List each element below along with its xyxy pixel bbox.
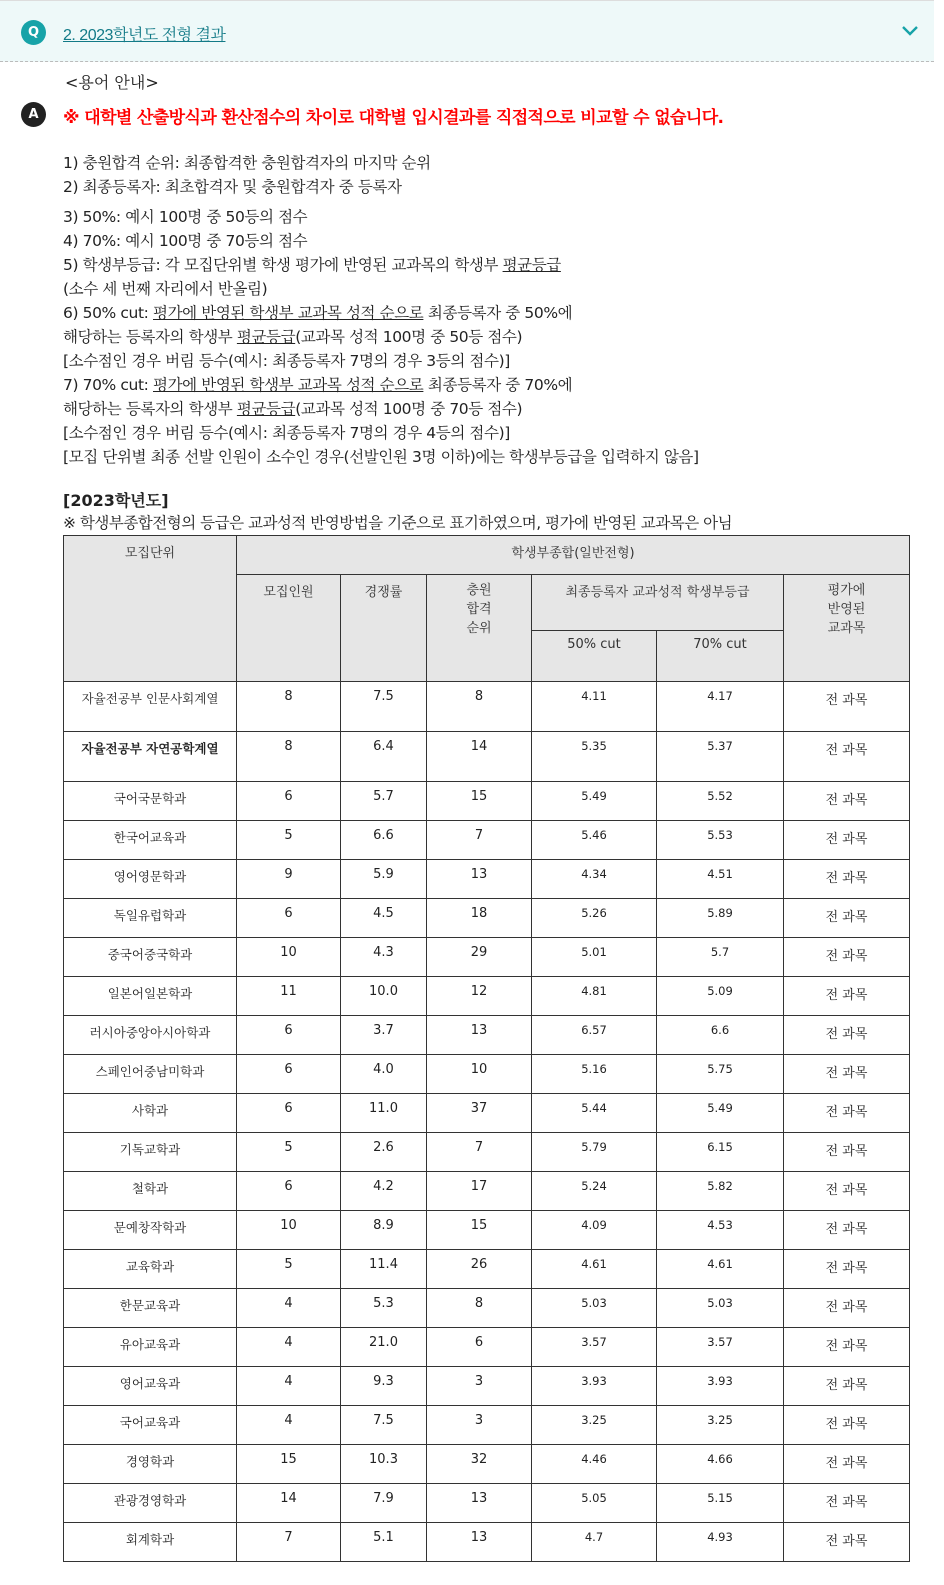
table-row xyxy=(64,977,910,1016)
cell-waitlist-rank: 7 xyxy=(427,821,532,860)
cell-competition-ratio: 21.0 xyxy=(341,1328,427,1367)
cell-competition-ratio: 5.9 xyxy=(341,860,427,899)
cell-cut-70: 3.93 xyxy=(657,1367,784,1406)
cell-cut-70: 5.89 xyxy=(657,899,784,938)
cell-cut-70: 5.03 xyxy=(657,1289,784,1328)
cell-subjects: 전 과목 xyxy=(784,1523,910,1562)
cell-quota: 5 xyxy=(237,821,341,860)
cell-cut-50: 5.79 xyxy=(532,1133,657,1172)
table-row xyxy=(64,1445,910,1484)
cell-subjects: 전 과목 xyxy=(784,682,910,732)
cell-subjects: 전 과목 xyxy=(784,1016,910,1055)
cell-cut-70: 3.57 xyxy=(657,1328,784,1367)
cell-cut-50: 5.05 xyxy=(532,1484,657,1523)
cell-cut-70: 5.49 xyxy=(657,1094,784,1133)
cell-cut-70: 5.75 xyxy=(657,1055,784,1094)
cell-quota: 10 xyxy=(237,938,341,977)
cell-cut-50: 5.01 xyxy=(532,938,657,977)
cell-quota: 4 xyxy=(237,1406,341,1445)
cell-cut-50: 4.46 xyxy=(532,1445,657,1484)
cell-unit-name: 일본어일본학과 xyxy=(64,977,237,1016)
cell-waitlist-rank: 10 xyxy=(427,1055,532,1094)
cell-competition-ratio: 10.0 xyxy=(341,977,427,1016)
table-row xyxy=(64,1055,910,1094)
faq-question-header[interactable] xyxy=(0,0,934,62)
cell-cut-50: 5.16 xyxy=(532,1055,657,1094)
cell-waitlist-rank: 8 xyxy=(427,1289,532,1328)
cell-subjects: 전 과목 xyxy=(784,938,910,977)
cell-waitlist-rank: 29 xyxy=(427,938,532,977)
header-cut50: 50% cut xyxy=(532,631,657,682)
cell-competition-ratio: 3.7 xyxy=(341,1016,427,1055)
cell-waitlist-rank: 13 xyxy=(427,1484,532,1523)
cell-cut-50: 5.26 xyxy=(532,899,657,938)
cell-waitlist-rank: 26 xyxy=(427,1250,532,1289)
note-text: 최종등록자 중 50%에 xyxy=(423,304,573,322)
cell-unit-name: 자율전공부 인문사회계열 xyxy=(64,682,237,732)
note-line xyxy=(63,277,699,301)
underlined-term: 평가에 반영된 학생부 교과목 성적 순으로 xyxy=(153,376,424,394)
cell-cut-70: 5.7 xyxy=(657,938,784,977)
table-row xyxy=(64,1328,910,1367)
cell-waitlist-rank: 17 xyxy=(427,1172,532,1211)
cell-competition-ratio: 10.3 xyxy=(341,1445,427,1484)
note-text: 4) 70%: 예시 100명 중 70등의 점수 xyxy=(63,232,308,250)
cell-cut-70: 3.25 xyxy=(657,1406,784,1445)
header-grade: 최종등록자 교과성적 학생부등급 xyxy=(532,575,784,631)
underlined-term: 평균등급 xyxy=(502,256,561,274)
note-text: (교과목 성적 100명 중 70등 점수) xyxy=(295,400,523,418)
cell-subjects: 전 과목 xyxy=(784,1484,910,1523)
cell-unit-name: 독일유럽학과 xyxy=(64,899,237,938)
cell-competition-ratio: 7.5 xyxy=(341,682,427,732)
term-notes xyxy=(63,151,699,469)
cell-competition-ratio: 5.1 xyxy=(341,1523,427,1562)
note-text: 5) 학생부등급: 각 모집단위별 학생 평가에 반영된 교과목의 학생부 xyxy=(63,256,503,274)
question-title-link[interactable]: 2. 2023학년도 전형 결과 xyxy=(63,27,226,44)
cell-competition-ratio: 9.3 xyxy=(341,1367,427,1406)
cell-cut-70: 5.53 xyxy=(657,821,784,860)
cell-subjects: 전 과목 xyxy=(784,1172,910,1211)
cell-cut-50: 3.93 xyxy=(532,1367,657,1406)
cell-unit-name: 중국어중국학과 xyxy=(64,938,237,977)
cell-competition-ratio: 7.5 xyxy=(341,1406,427,1445)
term-guide-heading: <용어 안내> xyxy=(65,73,159,92)
cell-quota: 15 xyxy=(237,1445,341,1484)
cell-quota: 6 xyxy=(237,1172,341,1211)
cell-unit-name: 국어국문학과 xyxy=(64,782,237,821)
cell-quota: 4 xyxy=(237,1367,341,1406)
table-row xyxy=(64,821,910,860)
cell-cut-50: 4.11 xyxy=(532,682,657,732)
note-line xyxy=(63,397,699,421)
table-row xyxy=(64,1211,910,1250)
cell-cut-50: 5.44 xyxy=(532,1094,657,1133)
cell-unit-name: 철학과 xyxy=(64,1172,237,1211)
cell-cut-70: 4.66 xyxy=(657,1445,784,1484)
cell-waitlist-rank: 3 xyxy=(427,1406,532,1445)
cell-subjects: 전 과목 xyxy=(784,1445,910,1484)
cell-subjects: 전 과목 xyxy=(784,1133,910,1172)
cell-unit-name: 회계학과 xyxy=(64,1523,237,1562)
cell-waitlist-rank: 12 xyxy=(427,977,532,1016)
chevron-down-icon[interactable] xyxy=(900,23,920,39)
table-row xyxy=(64,1406,910,1445)
cell-unit-name: 스페인어중남미학과 xyxy=(64,1055,237,1094)
cell-quota: 7 xyxy=(237,1523,341,1562)
cell-cut-70: 5.37 xyxy=(657,732,784,782)
cell-waitlist-rank: 13 xyxy=(427,860,532,899)
underlined-term: 평균등급 xyxy=(236,328,296,346)
note-text: [모집 단위별 최종 선발 인원이 소수인 경우(선발인원 3명 이하)에는 학생부등급을 입력하지 않음] xyxy=(63,448,699,466)
cell-quota: 10 xyxy=(237,1211,341,1250)
header-unit: 모집단위 xyxy=(64,536,237,682)
cell-subjects: 전 과목 xyxy=(784,821,910,860)
cell-quota: 6 xyxy=(237,899,341,938)
cell-cut-50: 5.03 xyxy=(532,1289,657,1328)
cell-cut-70: 4.93 xyxy=(657,1523,784,1562)
table-row xyxy=(64,899,910,938)
cell-quota: 8 xyxy=(237,682,341,732)
cell-unit-name: 러시아중앙아시아학과 xyxy=(64,1016,237,1055)
cell-waitlist-rank: 7 xyxy=(427,1133,532,1172)
note-line xyxy=(63,325,699,349)
table-row xyxy=(64,1172,910,1211)
cell-quota: 9 xyxy=(237,860,341,899)
cell-waitlist-rank: 37 xyxy=(427,1094,532,1133)
cell-quota: 4 xyxy=(237,1289,341,1328)
underlined-term: 평균등급 xyxy=(236,400,296,418)
cell-cut-50: 3.25 xyxy=(532,1406,657,1445)
cell-subjects: 전 과목 xyxy=(784,1289,910,1328)
cell-quota: 6 xyxy=(237,1055,341,1094)
year-heading: [2023학년도] xyxy=(63,491,169,510)
cell-cut-70: 5.82 xyxy=(657,1172,784,1211)
cell-cut-70: 6.15 xyxy=(657,1133,784,1172)
cell-quota: 6 xyxy=(237,782,341,821)
cell-competition-ratio: 4.0 xyxy=(341,1055,427,1094)
cell-unit-name: 문예창작학과 xyxy=(64,1211,237,1250)
note-line xyxy=(63,421,699,445)
cell-subjects: 전 과목 xyxy=(784,1406,910,1445)
cell-cut-50: 5.49 xyxy=(532,782,657,821)
cell-subjects: 전 과목 xyxy=(784,1055,910,1094)
cell-subjects: 전 과목 xyxy=(784,1367,910,1406)
table-row xyxy=(64,782,910,821)
cell-cut-70: 5.15 xyxy=(657,1484,784,1523)
cell-quota: 5 xyxy=(237,1250,341,1289)
cell-cut-50: 5.46 xyxy=(532,821,657,860)
header-cut70: 70% cut xyxy=(657,631,784,682)
cell-cut-50: 4.7 xyxy=(532,1523,657,1562)
year-note: ※ 학생부종합전형의 등급은 교과성적 반영방법을 기준으로 표기하였으며, 평가에 반영된 교과목은 아님 xyxy=(63,514,733,532)
cell-quota: 5 xyxy=(237,1133,341,1172)
note-line xyxy=(63,301,699,325)
cell-competition-ratio: 4.3 xyxy=(341,938,427,977)
header-ratio: 경쟁률 xyxy=(341,575,427,682)
cell-subjects: 전 과목 xyxy=(784,899,910,938)
note-line xyxy=(63,373,699,397)
cell-cut-70: 5.09 xyxy=(657,977,784,1016)
cell-cut-50: 4.34 xyxy=(532,860,657,899)
cell-unit-name: 영어교육과 xyxy=(64,1367,237,1406)
cell-competition-ratio: 11.4 xyxy=(341,1250,427,1289)
header-group: 학생부종합(일반전형) xyxy=(237,536,910,575)
cell-waitlist-rank: 13 xyxy=(427,1523,532,1562)
cell-competition-ratio: 4.5 xyxy=(341,899,427,938)
cell-unit-name: 한국어교육과 xyxy=(64,821,237,860)
cell-cut-50: 5.24 xyxy=(532,1172,657,1211)
note-text: (교과목 성적 100명 중 50등 점수) xyxy=(295,328,523,346)
cell-subjects: 전 과목 xyxy=(784,732,910,782)
cell-cut-70: 4.17 xyxy=(657,682,784,732)
note-text: [소수점인 경우 버림 등수(예시: 최종등록자 7명의 경우 4등의 점수)] xyxy=(63,424,510,442)
note-text: 3) 50%: 예시 100명 중 50등의 점수 xyxy=(63,208,308,226)
cell-cut-70: 5.52 xyxy=(657,782,784,821)
note-line xyxy=(63,175,699,199)
note-line xyxy=(63,253,699,277)
header-quota: 모집인원 xyxy=(237,575,341,682)
cell-subjects: 전 과목 xyxy=(784,1211,910,1250)
note-text: [소수점인 경우 버림 등수(예시: 최종등록자 7명의 경우 3등의 점수)] xyxy=(63,352,510,370)
table-row xyxy=(64,1250,910,1289)
warning-text: ※ 대학별 산출방식과 환산점수의 차이로 대학별 입시결과를 직접적으로 비교할 수 없습니다. xyxy=(63,108,724,128)
note-line xyxy=(63,349,699,373)
cell-cut-70: 4.61 xyxy=(657,1250,784,1289)
cell-competition-ratio: 5.3 xyxy=(341,1289,427,1328)
cell-competition-ratio: 8.9 xyxy=(341,1211,427,1250)
cell-waitlist-rank: 32 xyxy=(427,1445,532,1484)
underlined-term: 평가에 반영된 학생부 교과목 성적 순으로 xyxy=(153,304,424,322)
cell-quota: 8 xyxy=(237,732,341,782)
cell-subjects: 전 과목 xyxy=(784,860,910,899)
cell-waitlist-rank: 18 xyxy=(427,899,532,938)
note-text: 해당하는 등록자의 학생부 xyxy=(63,400,237,418)
answer-badge: A xyxy=(21,102,46,127)
cell-unit-name: 영어영문학과 xyxy=(64,860,237,899)
cell-unit-name: 자율전공부 자연공학계열 xyxy=(64,732,237,782)
cell-quota: 4 xyxy=(237,1328,341,1367)
note-text: 최종등록자 중 70%에 xyxy=(423,376,573,394)
cell-unit-name: 관광경영학과 xyxy=(64,1484,237,1523)
cell-cut-50: 4.09 xyxy=(532,1211,657,1250)
admission-results-table xyxy=(63,535,910,1562)
note-text: 6) 50% cut: xyxy=(63,304,153,322)
cell-unit-name: 국어교육과 xyxy=(64,1406,237,1445)
header-subjects: 평가에 반영된 교과목 xyxy=(784,575,910,682)
cell-waitlist-rank: 14 xyxy=(427,732,532,782)
cell-unit-name: 기독교학과 xyxy=(64,1133,237,1172)
cell-waitlist-rank: 15 xyxy=(427,782,532,821)
note-text: 2) 최종등록자: 최초합격자 및 충원합격자 중 등록자 xyxy=(63,178,402,196)
cell-subjects: 전 과목 xyxy=(784,782,910,821)
cell-cut-50: 3.57 xyxy=(532,1328,657,1367)
note-line xyxy=(63,229,699,253)
cell-quota: 14 xyxy=(237,1484,341,1523)
cell-cut-50: 6.57 xyxy=(532,1016,657,1055)
note-line xyxy=(63,205,699,229)
header-rank: 충원 합격 순위 xyxy=(427,575,532,682)
note-line xyxy=(63,445,699,469)
cell-subjects: 전 과목 xyxy=(784,1328,910,1367)
cell-quota: 6 xyxy=(237,1094,341,1133)
cell-waitlist-rank: 6 xyxy=(427,1328,532,1367)
cell-unit-name: 경영학과 xyxy=(64,1445,237,1484)
cell-waitlist-rank: 15 xyxy=(427,1211,532,1250)
table-row xyxy=(64,1016,910,1055)
table-row xyxy=(64,732,910,782)
cell-waitlist-rank: 8 xyxy=(427,682,532,732)
cell-subjects: 전 과목 xyxy=(784,1094,910,1133)
cell-cut-70: 4.53 xyxy=(657,1211,784,1250)
cell-waitlist-rank: 3 xyxy=(427,1367,532,1406)
cell-cut-50: 5.35 xyxy=(532,732,657,782)
cell-unit-name: 한문교육과 xyxy=(64,1289,237,1328)
table-row xyxy=(64,1367,910,1406)
cell-unit-name: 사학과 xyxy=(64,1094,237,1133)
cell-unit-name: 유아교육과 xyxy=(64,1328,237,1367)
table-row xyxy=(64,860,910,899)
cell-cut-70: 4.51 xyxy=(657,860,784,899)
table-row xyxy=(64,1523,910,1562)
cell-subjects: 전 과목 xyxy=(784,977,910,1016)
note-text: 1) 충원합격 순위: 최종합격한 충원합격자의 마지막 순위 xyxy=(63,154,431,172)
cell-competition-ratio: 11.0 xyxy=(341,1094,427,1133)
cell-competition-ratio: 7.9 xyxy=(341,1484,427,1523)
table-row xyxy=(64,1484,910,1523)
cell-quota: 6 xyxy=(237,1016,341,1055)
cell-competition-ratio: 5.7 xyxy=(341,782,427,821)
table-row xyxy=(64,938,910,977)
note-line xyxy=(63,151,699,175)
cell-competition-ratio: 6.6 xyxy=(341,821,427,860)
note-text: (소수 세 번째 자리에서 반올림) xyxy=(63,280,268,298)
cell-cut-50: 4.81 xyxy=(532,977,657,1016)
table-row xyxy=(64,1133,910,1172)
question-badge: Q xyxy=(21,20,46,45)
cell-cut-50: 4.61 xyxy=(532,1250,657,1289)
table-row xyxy=(64,682,910,732)
cell-waitlist-rank: 13 xyxy=(427,1016,532,1055)
cell-competition-ratio: 6.4 xyxy=(341,732,427,782)
table-row xyxy=(64,1289,910,1328)
cell-quota: 11 xyxy=(237,977,341,1016)
table-row xyxy=(64,1094,910,1133)
note-text: 7) 70% cut: xyxy=(63,376,153,394)
cell-subjects: 전 과목 xyxy=(784,1250,910,1289)
cell-cut-70: 6.6 xyxy=(657,1016,784,1055)
cell-competition-ratio: 4.2 xyxy=(341,1172,427,1211)
cell-competition-ratio: 2.6 xyxy=(341,1133,427,1172)
cell-unit-name: 교육학과 xyxy=(64,1250,237,1289)
note-text: 해당하는 등록자의 학생부 xyxy=(63,328,237,346)
